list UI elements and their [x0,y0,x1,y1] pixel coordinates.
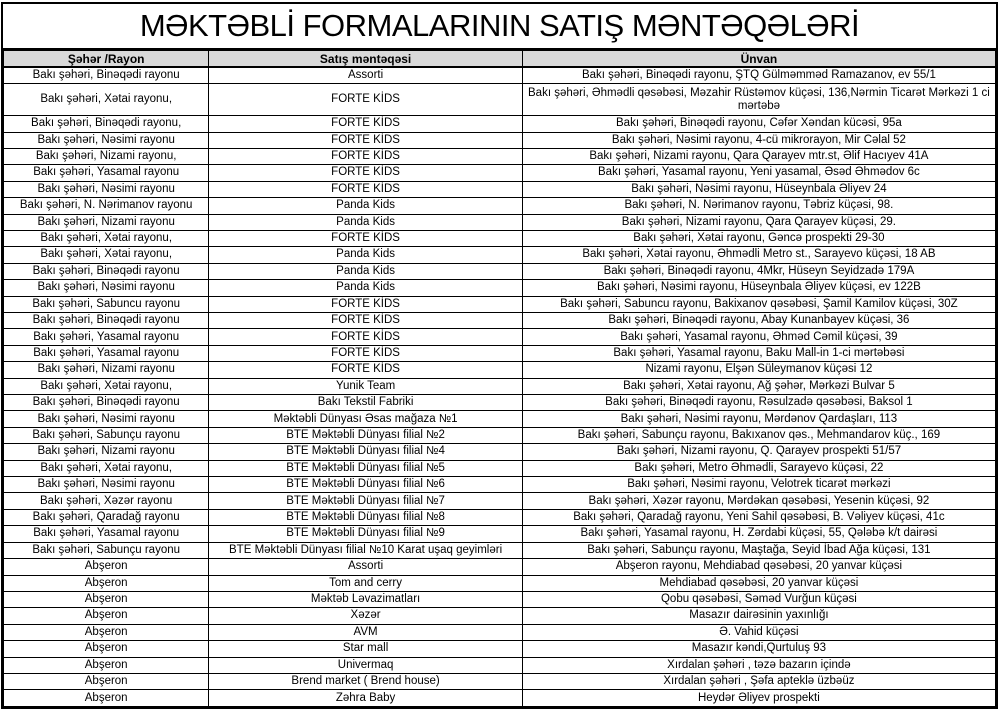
cell-region: Bakı şəhəri, Qaradağ rayonu [4,509,209,525]
cell-region: Bakı şəhəri, Nizami rayonu [4,444,209,460]
cell-region: Abşeron [4,641,209,657]
table-row [4,214,996,230]
table-row [4,165,996,181]
page-title: MƏKTƏBLİ FORMALARININ SATIŞ MƏNTƏQƏLƏRİ [139,8,860,43]
cell-region: Bakı şəhəri, Binəqədi rayonu [4,395,209,411]
cell-address: Bakı şəhəri, Qaradağ rayonu, Yeni Sahil qəsəbəsi, B. Vəliyev küçəsi, 41c [522,509,995,525]
cell-region: Bakı şəhəri, Yasamal rayonu [4,526,209,542]
cell-address: Bakı şəhəri, Metro Əhmədli, Sarayevo küçəsi, 22 [522,460,995,476]
cell-address: Bakı şəhəri, Binəqədi rayonu, Rəsulzadə qəsəbəsi, Baksol 1 [522,395,995,411]
cell-address: Bakı şəhəri, Nəsimi rayonu, 4-cü mikrorayon, Mir Cəlal 52 [522,132,995,148]
cell-region: Bakı şəhəri, Nizami rayonu [4,214,209,230]
table-row [4,673,996,689]
cell-store: BTE Məktəbli Dünyası filial №8 [209,509,522,525]
table-row [4,624,996,640]
cell-store: Panda Kids [209,247,522,263]
cell-store: FORTE KİDS [209,84,522,116]
cell-store: Assorti [209,67,522,84]
cell-region: Bakı şəhəri, Sabunçu rayonu [4,427,209,443]
cell-address: Masazır dairəsinin yaxınlığı [522,608,995,624]
table-row [4,427,996,443]
cell-address: Nizami rayonu, Elşən Süleymanov küçəsi 12 [522,362,995,378]
table-row [4,313,996,329]
cell-region: Bakı şəhəri, Binəqədi rayonu [4,67,209,84]
cell-address: Masazır kəndi,Qurtuluş 93 [522,641,995,657]
cell-address: Bakı şəhəri, Binəqədi rayonu, Cəfər Xəndan kücəsi, 95a [522,116,995,132]
table-row [4,181,996,197]
table-row [4,247,996,263]
cell-address: Bakı şəhəri, Sabunçu rayonu, Bakıxanov qəs., Mehmandarov küç., 169 [522,427,995,443]
table-frame [1,2,998,709]
table-row [4,591,996,607]
cell-region: Abşeron [4,673,209,689]
cell-region: Bakı şəhəri, Nəsimi rayonu [4,132,209,148]
sales-points-table [3,49,996,707]
table-row [4,608,996,624]
cell-region: Abşeron [4,657,209,673]
cell-region: Bakı şəhəri, Binəqədi rayonu [4,313,209,329]
title-bar [3,4,996,49]
column-header-store: Satış məntəqəsi [209,50,522,67]
table-row [4,263,996,279]
cell-store: FORTE KİDS [209,132,522,148]
cell-address: Bakı şəhəri, Nəsimi rayonu, Hüseynbala Əliyev 24 [522,181,995,197]
cell-address: Bakı şəhəri, Yasamal rayonu, H. Zərdabi küçəsi, 55, Qələbə k/t dairəsi [522,526,995,542]
cell-store: BTE Məktəbli Dünyası filial №6 [209,477,522,493]
cell-region: Bakı şəhəri, Xətai rayonu, [4,460,209,476]
table-row [4,477,996,493]
cell-store: Məktəbli Dünyası Əsas mağaza №1 [209,411,522,427]
table-row [4,329,996,345]
cell-store: FORTE KİDS [209,165,522,181]
cell-store: Yunik Team [209,378,522,394]
cell-store: FORTE KİDS [209,148,522,164]
cell-store: Tom and cerry [209,575,522,591]
cell-region: Bakı şəhəri, Binəqədi rayonu [4,263,209,279]
table-row [4,575,996,591]
table-row [4,657,996,673]
cell-address: Ə. Vahid küçəsi [522,624,995,640]
cell-region: Abşeron [4,624,209,640]
cell-address: Bakı şəhəri, Xətai rayonu, Əhmədli Metro st., Sarayevo küçəsi, 18 AB [522,247,995,263]
cell-address: Bakı şəhəri, Xətai rayonu, Gəncə prospekti 29-30 [522,230,995,246]
table-row [4,280,996,296]
cell-store: Panda Kids [209,280,522,296]
cell-store: BTE Məktəbli Dünyası filial №7 [209,493,522,509]
cell-address: Bakı şəhəri, Əhmədli qəsəbəsi, Məzahir Rüstəmov küçəsi, 136,Nərmin Ticarət Mərkəzi 1 ci mərtəbə [522,84,995,116]
cell-address: Bakı şəhəri, Binəqədi rayonu, Abay Kunanbayev küçəsi, 36 [522,313,995,329]
cell-address: Bakı şəhəri, Yasamal rayonu, Baku Mall-in 1-ci mərtəbəsi [522,345,995,361]
cell-store: FORTE KİDS [209,230,522,246]
cell-store: FORTE KİDS [209,362,522,378]
cell-store: Bakı Tekstil Fabriki [209,395,522,411]
cell-region: Abşeron [4,559,209,575]
cell-region: Abşeron [4,575,209,591]
cell-address: Bakı şəhəri, Xətai rayonu, Ağ şəhər, Mərkəzi Bulvar 5 [522,378,995,394]
table-row [4,84,996,116]
table-row [4,690,996,707]
cell-region: Bakı şəhəri, Binəqədi rayonu, [4,116,209,132]
cell-address: Bakı şəhəri, Nizami rayonu, Q. Qarayev prospekti 51/57 [522,444,995,460]
cell-store: BTE Məktəbli Dünyası filial №9 [209,526,522,542]
cell-region: Bakı şəhəri, Yasamal rayonu [4,345,209,361]
cell-store: FORTE KİDS [209,181,522,197]
cell-region: Abşeron [4,608,209,624]
table-row [4,460,996,476]
cell-address: Xırdalan şəhəri , təzə bazarın içində [522,657,995,673]
cell-address: Heydər Əliyev prospekti [522,690,995,707]
table-row [4,116,996,132]
cell-region: Bakı şəhəri, Nəsimi rayonu [4,181,209,197]
cell-address: Bakı şəhəri, Sabunçu rayonu, Maştağa, Seyid İbad Ağa küçəsi, 131 [522,542,995,558]
header-row [4,50,996,67]
cell-address: Bakı şəhəri, Nizami rayonu, Qara Qarayev küçəsi, 29. [522,214,995,230]
table-row [4,493,996,509]
cell-store: BTE Məktəbli Dünyası filial №10 Karat uşaq geyimləri [209,542,522,558]
cell-region: Bakı şəhəri, Yasamal rayonu [4,329,209,345]
table-row [4,444,996,460]
cell-store: Məktəb Ləvazimatları [209,591,522,607]
table-row [4,230,996,246]
cell-address: Bakı şəhəri, Sabuncu rayonu, Bakixanov qəsəbəsi, Şamil Kamilov küçəsi, 30Z [522,296,995,312]
table-row [4,509,996,525]
cell-address: Bakı şəhəri, Nəsimi rayonu, Mərdənov Qardaşları, 113 [522,411,995,427]
cell-region: Bakı şəhəri, Nəsimi rayonu [4,280,209,296]
cell-region: Bakı şəhəri, Nəsimi rayonu [4,477,209,493]
cell-region: Bakı şəhəri, Nizami rayonu [4,362,209,378]
cell-address: Bakı şəhəri, Yasamal rayonu, Yeni yasamal, Əsəd Əhmədov 6c [522,165,995,181]
cell-address: Bakı şəhəri, Binəqədi rayonu, 4Mkr, Hüseyn Seyidzadə 179A [522,263,995,279]
cell-store: Brend market ( Brend house) [209,673,522,689]
cell-store: Panda Kids [209,263,522,279]
cell-store: Univermaq [209,657,522,673]
cell-store: AVM [209,624,522,640]
table-row [4,345,996,361]
cell-address: Xırdalan şəhəri , Şəfa apteklə üzbəüz [522,673,995,689]
cell-region: Bakı şəhəri, Xətai rayonu, [4,378,209,394]
cell-region: Bakı şəhəri, Sabuncu rayonu [4,296,209,312]
cell-region: Bakı şəhəri, Nəsimi rayonu [4,411,209,427]
table-row [4,132,996,148]
cell-region: Bakı şəhəri, Xətai rayonu, [4,230,209,246]
cell-store: FORTE KİDS [209,329,522,345]
cell-region: Bakı şəhəri, Xətai rayonu, [4,247,209,263]
cell-address: Abşeron rayonu, Mehdiabad qəsəbəsi, 20 yanvar küçəsi [522,559,995,575]
cell-store: Zəhra Baby [209,690,522,707]
cell-store: FORTE KİDS [209,313,522,329]
table-row [4,296,996,312]
table-row [4,526,996,542]
cell-store: FORTE KİDS [209,116,522,132]
cell-address: Bakı şəhəri, Nizami rayonu, Qara Qarayev mtr.st, Əlif Hacıyev 41A [522,148,995,164]
cell-region: Abşeron [4,591,209,607]
table-row [4,67,996,84]
cell-address: Bakı şəhəri, Xəzər rayonu, Mərdəkan qəsəbəsi, Yesenin küçəsi, 92 [522,493,995,509]
cell-store: FORTE KİDS [209,296,522,312]
cell-address: Bakı şəhəri, Binəqədi rayonu, ŞTQ Gülməmməd Ramazanov, ev 55/1 [522,67,995,84]
cell-store: Xəzər [209,608,522,624]
cell-store: BTE Məktəbli Dünyası filial №5 [209,460,522,476]
cell-region: Bakı şəhəri, Xətai rayonu, [4,84,209,116]
table-row [4,362,996,378]
cell-store: Assorti [209,559,522,575]
table-row [4,641,996,657]
cell-region: Bakı şəhəri, Yasamal rayonu [4,165,209,181]
table-row [4,411,996,427]
cell-region: Bakı şəhəri, Xəzər rayonu [4,493,209,509]
cell-region: Bakı şəhəri, Nizami rayonu, [4,148,209,164]
cell-address: Bakı şəhəri, N. Nərimanov rayonu, Təbriz küçəsi, 98. [522,198,995,214]
cell-address: Bakı şəhəri, Yasamal rayonu, Əhməd Cəmil küçəsi, 39 [522,329,995,345]
cell-store: Panda Kids [209,214,522,230]
cell-store: FORTE KİDS [209,345,522,361]
cell-region: Abşeron [4,690,209,707]
cell-store: Panda Kids [209,198,522,214]
cell-address: Mehdiabad qəsəbəsi, 20 yanvar küçəsi [522,575,995,591]
cell-region: Bakı şəhəri, Sabunçu rayonu [4,542,209,558]
table-row [4,395,996,411]
table-row [4,198,996,214]
cell-address: Bakı şəhəri, Nəsimi rayonu, Velotrek ticarət mərkəzi [522,477,995,493]
table-row [4,378,996,394]
table-row [4,148,996,164]
column-header-address: Ünvan [522,50,995,67]
cell-store: BTE Məktəbli Dünyası filial №2 [209,427,522,443]
table-row [4,559,996,575]
cell-address: Qobu qəsəbəsi, Səməd Vurğun küçəsi [522,591,995,607]
cell-store: Star mall [209,641,522,657]
cell-address: Bakı şəhəri, Nəsimi rayonu, Hüseynbala Əliyev küçəsi, ev 122B [522,280,995,296]
column-header-region: Şəhər /Rayon [4,50,209,67]
cell-region: Bakı şəhəri, N. Nərimanov rayonu [4,198,209,214]
cell-store: BTE Məktəbli Dünyası filial №4 [209,444,522,460]
table-row [4,542,996,558]
